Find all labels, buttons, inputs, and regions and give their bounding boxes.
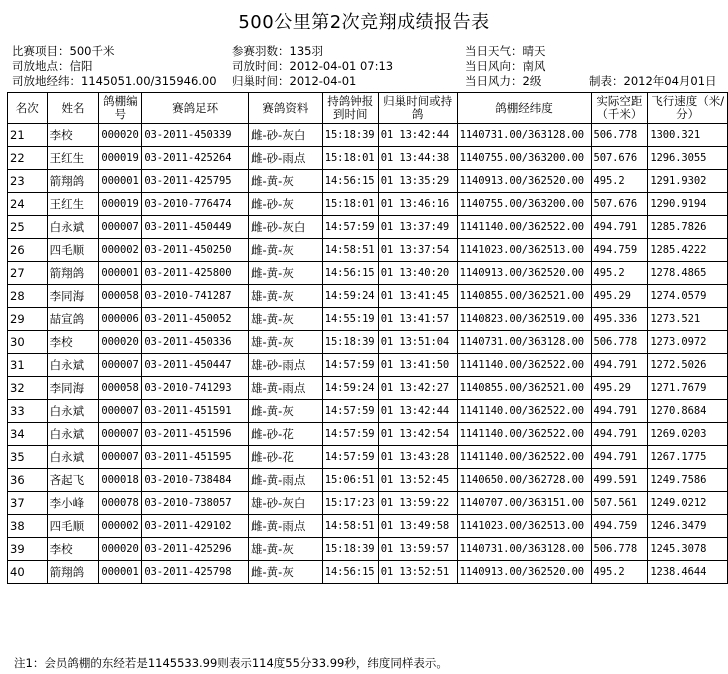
cell-loft-id: 000058 bbox=[99, 377, 142, 400]
table-row bbox=[8, 308, 728, 331]
footnote: 注1：会员鸽棚的东经若是1145533.99则表示114度55分33.99秒，纬度同样表示。 bbox=[14, 656, 448, 670]
wind-force: 当日风力：2级 bbox=[465, 74, 542, 88]
cell-speed: 1249.7586 bbox=[648, 469, 728, 492]
col-name: 姓名 bbox=[47, 93, 99, 124]
cell-pigeon-info: 雌-黄-雨点 bbox=[249, 515, 323, 538]
cell-pigeon-info: 雌-黄-灰 bbox=[249, 170, 323, 193]
cell-rank: 23 bbox=[8, 170, 48, 193]
cell-clock-time: 15:18:39 bbox=[322, 538, 378, 561]
cell-pigeon-info: 雄-黄-灰 bbox=[249, 285, 323, 308]
table-row bbox=[8, 492, 728, 515]
cell-loft-coords: 1140823.00/362519.00 bbox=[457, 308, 591, 331]
table-row bbox=[8, 377, 728, 400]
cell-clock-time: 14:57:59 bbox=[322, 423, 378, 446]
cell-clock-time: 14:58:51 bbox=[322, 239, 378, 262]
cell-clock-time: 14:58:51 bbox=[322, 515, 378, 538]
cell-name: 白永斌 bbox=[47, 354, 99, 377]
cell-name: 王红生 bbox=[47, 147, 99, 170]
cell-speed: 1238.4644 bbox=[648, 561, 728, 584]
col-loft-coords: 鸽棚经纬度 bbox=[457, 93, 591, 124]
cell-rank: 21 bbox=[8, 124, 48, 147]
cell-pigeon-info: 雄-黄-雨点 bbox=[249, 377, 323, 400]
cell-distance: 494.791 bbox=[591, 446, 648, 469]
cell-pigeon-info: 雄-黄-灰 bbox=[249, 331, 323, 354]
cell-distance: 507.676 bbox=[591, 193, 648, 216]
cell-return-time: 01 13:42:27 bbox=[378, 377, 457, 400]
cell-distance: 499.591 bbox=[591, 469, 648, 492]
cell-return-time: 01 13:42:44 bbox=[378, 124, 457, 147]
cell-loft-coords: 1140755.00/363200.00 bbox=[457, 147, 591, 170]
cell-distance: 494.791 bbox=[591, 354, 648, 377]
cell-return-time: 01 13:49:58 bbox=[378, 515, 457, 538]
table-row bbox=[8, 285, 728, 308]
entry-count: 参赛羽数：135羽 bbox=[232, 44, 323, 58]
cell-ring: 03-2011-425264 bbox=[142, 147, 249, 170]
cell-loft-id: 000007 bbox=[99, 423, 142, 446]
cell-distance: 506.778 bbox=[591, 124, 648, 147]
cell-speed: 1291.9302 bbox=[648, 170, 728, 193]
cell-loft-id: 000006 bbox=[99, 308, 142, 331]
table-row bbox=[8, 331, 728, 354]
cell-return-time: 01 13:40:20 bbox=[378, 262, 457, 285]
table-row bbox=[8, 239, 728, 262]
cell-name: 李校 bbox=[47, 331, 99, 354]
cell-return-time: 01 13:41:45 bbox=[378, 285, 457, 308]
cell-distance: 494.791 bbox=[591, 400, 648, 423]
cell-loft-coords: 1140913.00/362520.00 bbox=[457, 262, 591, 285]
cell-speed: 1245.3078 bbox=[648, 538, 728, 561]
cell-return-time: 01 13:52:51 bbox=[378, 561, 457, 584]
cell-distance: 506.778 bbox=[591, 331, 648, 354]
cell-speed: 1285.7826 bbox=[648, 216, 728, 239]
cell-pigeon-info: 雌-黄-灰 bbox=[249, 561, 323, 584]
cell-loft-coords: 1140855.00/362521.00 bbox=[457, 377, 591, 400]
cell-speed: 1278.4865 bbox=[648, 262, 728, 285]
cell-loft-coords: 1140707.00/363151.00 bbox=[457, 492, 591, 515]
cell-pigeon-info: 雌-砂-灰白 bbox=[249, 216, 323, 239]
cell-distance: 495.29 bbox=[591, 285, 648, 308]
cell-clock-time: 15:18:01 bbox=[322, 193, 378, 216]
cell-return-time: 01 13:52:45 bbox=[378, 469, 457, 492]
cell-distance: 495.2 bbox=[591, 561, 648, 584]
cell-loft-id: 000002 bbox=[99, 515, 142, 538]
cell-rank: 37 bbox=[8, 492, 48, 515]
cell-name: 白永斌 bbox=[47, 423, 99, 446]
cell-rank: 38 bbox=[8, 515, 48, 538]
cell-loft-id: 000007 bbox=[99, 446, 142, 469]
cell-clock-time: 14:57:59 bbox=[322, 354, 378, 377]
cell-clock-time: 14:59:24 bbox=[322, 285, 378, 308]
cell-name: 白永斌 bbox=[47, 216, 99, 239]
cell-rank: 28 bbox=[8, 285, 48, 308]
cell-speed: 1285.4222 bbox=[648, 239, 728, 262]
col-distance: 实际空距（千米） bbox=[591, 93, 648, 124]
cell-distance: 494.759 bbox=[591, 515, 648, 538]
cell-speed: 1269.0203 bbox=[648, 423, 728, 446]
cell-ring: 03-2010-741293 bbox=[142, 377, 249, 400]
cell-ring: 03-2011-451595 bbox=[142, 446, 249, 469]
cell-clock-time: 14:56:15 bbox=[322, 170, 378, 193]
cell-speed: 1290.9194 bbox=[648, 193, 728, 216]
cell-ring: 03-2011-450250 bbox=[142, 239, 249, 262]
cell-distance: 494.791 bbox=[591, 216, 648, 239]
col-pigeon-info: 赛鸽资料 bbox=[249, 93, 323, 124]
cell-rank: 22 bbox=[8, 147, 48, 170]
cell-ring: 03-2010-738057 bbox=[142, 492, 249, 515]
cell-loft-coords: 1140650.00/362728.00 bbox=[457, 469, 591, 492]
cell-loft-id: 000001 bbox=[99, 561, 142, 584]
table-header bbox=[8, 93, 728, 124]
table-row bbox=[8, 216, 728, 239]
cell-clock-time: 14:56:15 bbox=[322, 262, 378, 285]
cell-name: 白永斌 bbox=[47, 446, 99, 469]
results-table bbox=[7, 92, 728, 584]
wind-direction: 当日风向：南风 bbox=[465, 59, 546, 73]
table-row bbox=[8, 124, 728, 147]
cell-ring: 03-2011-425798 bbox=[142, 561, 249, 584]
cell-return-time: 01 13:42:44 bbox=[378, 400, 457, 423]
table-row bbox=[8, 354, 728, 377]
cell-ring: 03-2011-451596 bbox=[142, 423, 249, 446]
release-location: 司放地点：信阳 bbox=[12, 59, 93, 73]
cell-loft-id: 000001 bbox=[99, 262, 142, 285]
table-row bbox=[8, 469, 728, 492]
cell-name: 喆宣鸽 bbox=[47, 308, 99, 331]
cell-return-time: 01 13:43:28 bbox=[378, 446, 457, 469]
cell-loft-coords: 1141023.00/362513.00 bbox=[457, 515, 591, 538]
cell-clock-time: 14:57:59 bbox=[322, 216, 378, 239]
cell-return-time: 01 13:51:04 bbox=[378, 331, 457, 354]
cell-loft-coords: 1141140.00/362522.00 bbox=[457, 446, 591, 469]
table-row bbox=[8, 538, 728, 561]
cell-ring: 03-2011-429102 bbox=[142, 515, 249, 538]
cell-return-time: 01 13:41:50 bbox=[378, 354, 457, 377]
report-title: 500公里第2次竞翔成绩报告表 bbox=[238, 12, 490, 33]
cell-ring: 03-2011-450449 bbox=[142, 216, 249, 239]
cell-ring: 03-2010-738484 bbox=[142, 469, 249, 492]
cell-ring: 03-2011-425795 bbox=[142, 170, 249, 193]
cell-distance: 495.2 bbox=[591, 262, 648, 285]
release-coordinates: 司放地经纬：1145051.00/315946.00 bbox=[12, 74, 217, 88]
race-item: 比赛项目：500千米 bbox=[12, 44, 115, 58]
cell-pigeon-info: 雄-黄-灰 bbox=[249, 308, 323, 331]
cell-clock-time: 14:57:59 bbox=[322, 400, 378, 423]
cell-distance: 494.759 bbox=[591, 239, 648, 262]
cell-loft-coords: 1141140.00/362522.00 bbox=[457, 354, 591, 377]
col-loft-id: 鸽棚编号 bbox=[99, 93, 142, 124]
cell-name: 王红生 bbox=[47, 193, 99, 216]
cell-pigeon-info: 雌-砂-雨点 bbox=[249, 147, 323, 170]
cell-distance: 507.676 bbox=[591, 147, 648, 170]
cell-ring: 03-2011-450447 bbox=[142, 354, 249, 377]
cell-ring: 03-2011-450336 bbox=[142, 331, 249, 354]
table-row bbox=[8, 446, 728, 469]
cell-return-time: 01 13:41:57 bbox=[378, 308, 457, 331]
cell-distance: 495.336 bbox=[591, 308, 648, 331]
cell-loft-coords: 1140731.00/363128.00 bbox=[457, 124, 591, 147]
cell-rank: 33 bbox=[8, 400, 48, 423]
cell-loft-id: 000058 bbox=[99, 285, 142, 308]
cell-loft-coords: 1140855.00/362521.00 bbox=[457, 285, 591, 308]
cell-distance: 507.561 bbox=[591, 492, 648, 515]
cell-loft-coords: 1140755.00/363200.00 bbox=[457, 193, 591, 216]
cell-loft-id: 000018 bbox=[99, 469, 142, 492]
cell-loft-id: 000001 bbox=[99, 170, 142, 193]
cell-speed: 1273.521 bbox=[648, 308, 728, 331]
table-row bbox=[8, 400, 728, 423]
cell-name: 箭翔鸽 bbox=[47, 262, 99, 285]
cell-loft-coords: 1141140.00/362522.00 bbox=[457, 423, 591, 446]
cell-return-time: 01 13:37:49 bbox=[378, 216, 457, 239]
cell-pigeon-info: 雄-砂-灰白 bbox=[249, 492, 323, 515]
cell-pigeon-info: 雌-黄-雨点 bbox=[249, 469, 323, 492]
cell-name: 李小峰 bbox=[47, 492, 99, 515]
cell-clock-time: 15:17:23 bbox=[322, 492, 378, 515]
cell-pigeon-info: 雌-黄-灰 bbox=[249, 239, 323, 262]
cell-speed: 1270.8684 bbox=[648, 400, 728, 423]
cell-rank: 25 bbox=[8, 216, 48, 239]
cell-name: 白永斌 bbox=[47, 400, 99, 423]
cell-return-time: 01 13:59:22 bbox=[378, 492, 457, 515]
cell-loft-id: 000007 bbox=[99, 354, 142, 377]
table-row bbox=[8, 262, 728, 285]
cell-loft-id: 000020 bbox=[99, 331, 142, 354]
cell-pigeon-info: 雌-砂-花 bbox=[249, 446, 323, 469]
cell-loft-coords: 1141140.00/362522.00 bbox=[457, 400, 591, 423]
cell-loft-coords: 1140913.00/362520.00 bbox=[457, 561, 591, 584]
cell-speed: 1273.0972 bbox=[648, 331, 728, 354]
cell-rank: 26 bbox=[8, 239, 48, 262]
cell-return-time: 01 13:37:54 bbox=[378, 239, 457, 262]
cell-rank: 27 bbox=[8, 262, 48, 285]
col-rank: 名次 bbox=[8, 93, 48, 124]
cell-rank: 34 bbox=[8, 423, 48, 446]
cell-pigeon-info: 雌-黄-灰 bbox=[249, 400, 323, 423]
cell-rank: 24 bbox=[8, 193, 48, 216]
table-row bbox=[8, 561, 728, 584]
cell-clock-time: 14:57:59 bbox=[322, 446, 378, 469]
cell-pigeon-info: 雌-砂-花 bbox=[249, 423, 323, 446]
cell-rank: 39 bbox=[8, 538, 48, 561]
col-ring: 赛鸽足环 bbox=[142, 93, 249, 124]
cell-loft-id: 000007 bbox=[99, 216, 142, 239]
cell-rank: 40 bbox=[8, 561, 48, 584]
cell-rank: 35 bbox=[8, 446, 48, 469]
table-row bbox=[8, 193, 728, 216]
cell-pigeon-info: 雌-黄-灰 bbox=[249, 262, 323, 285]
cell-name: 箭翔鸽 bbox=[47, 170, 99, 193]
weather: 当日天气：晴天 bbox=[465, 44, 546, 58]
return-date: 归巢时间：2012-04-01 bbox=[232, 74, 357, 88]
cell-speed: 1267.1775 bbox=[648, 446, 728, 469]
cell-speed: 1272.5026 bbox=[648, 354, 728, 377]
table-row bbox=[8, 515, 728, 538]
cell-return-time: 01 13:42:54 bbox=[378, 423, 457, 446]
cell-ring: 03-2011-450052 bbox=[142, 308, 249, 331]
cell-clock-time: 14:56:15 bbox=[322, 561, 378, 584]
cell-pigeon-info: 雄-黄-灰 bbox=[249, 538, 323, 561]
cell-clock-time: 15:18:01 bbox=[322, 147, 378, 170]
cell-ring: 03-2011-451591 bbox=[142, 400, 249, 423]
col-return-time: 归巢时间或持鸽 bbox=[378, 93, 457, 124]
cell-rank: 31 bbox=[8, 354, 48, 377]
cell-loft-id: 000019 bbox=[99, 193, 142, 216]
cell-distance: 494.791 bbox=[591, 423, 648, 446]
cell-name: 四毛顺 bbox=[47, 239, 99, 262]
cell-rank: 32 bbox=[8, 377, 48, 400]
cell-loft-coords: 1140731.00/363128.00 bbox=[457, 538, 591, 561]
cell-name: 四毛顺 bbox=[47, 515, 99, 538]
cell-ring: 03-2010-776474 bbox=[142, 193, 249, 216]
cell-loft-coords: 1140731.00/363128.00 bbox=[457, 331, 591, 354]
cell-speed: 1249.0212 bbox=[648, 492, 728, 515]
cell-clock-time: 15:18:39 bbox=[322, 331, 378, 354]
cell-loft-id: 000020 bbox=[99, 124, 142, 147]
cell-speed: 1300.321 bbox=[648, 124, 728, 147]
table-row bbox=[8, 147, 728, 170]
cell-pigeon-info: 雌-砂-灰白 bbox=[249, 124, 323, 147]
cell-return-time: 01 13:35:29 bbox=[378, 170, 457, 193]
cell-pigeon-info: 雌-砂-灰 bbox=[249, 193, 323, 216]
cell-name: 李校 bbox=[47, 538, 99, 561]
cell-pigeon-info: 雄-砂-雨点 bbox=[249, 354, 323, 377]
cell-distance: 495.29 bbox=[591, 377, 648, 400]
cell-loft-id: 000002 bbox=[99, 239, 142, 262]
cell-distance: 495.2 bbox=[591, 170, 648, 193]
cell-clock-time: 14:59:24 bbox=[322, 377, 378, 400]
cell-loft-coords: 1141140.00/362522.00 bbox=[457, 216, 591, 239]
cell-ring: 03-2011-450339 bbox=[142, 124, 249, 147]
cell-distance: 506.778 bbox=[591, 538, 648, 561]
cell-loft-id: 000078 bbox=[99, 492, 142, 515]
cell-loft-coords: 1140913.00/362520.00 bbox=[457, 170, 591, 193]
race-info bbox=[12, 44, 726, 90]
cell-ring: 03-2011-425296 bbox=[142, 538, 249, 561]
cell-return-time: 01 13:44:38 bbox=[378, 147, 457, 170]
cell-name: 吝起飞 bbox=[47, 469, 99, 492]
cell-speed: 1246.3479 bbox=[648, 515, 728, 538]
cell-rank: 36 bbox=[8, 469, 48, 492]
cell-name: 李校 bbox=[47, 124, 99, 147]
cell-rank: 30 bbox=[8, 331, 48, 354]
cell-loft-id: 000019 bbox=[99, 147, 142, 170]
cell-ring: 03-2011-425800 bbox=[142, 262, 249, 285]
cell-name: 李同海 bbox=[47, 377, 99, 400]
cell-speed: 1296.3055 bbox=[648, 147, 728, 170]
table-row bbox=[8, 423, 728, 446]
col-clock-time: 持鸽钟报到时间 bbox=[322, 93, 378, 124]
cell-clock-time: 15:06:51 bbox=[322, 469, 378, 492]
cell-speed: 1271.7679 bbox=[648, 377, 728, 400]
cell-name: 李同海 bbox=[47, 285, 99, 308]
cell-ring: 03-2010-741287 bbox=[142, 285, 249, 308]
made-date: 制表：2012年04月01日 bbox=[589, 74, 717, 88]
cell-speed: 1274.0579 bbox=[648, 285, 728, 308]
table-row bbox=[8, 170, 728, 193]
release-time: 司放时间：2012-04-01 07:13 bbox=[232, 59, 394, 73]
cell-return-time: 01 13:46:16 bbox=[378, 193, 457, 216]
cell-loft-coords: 1141023.00/362513.00 bbox=[457, 239, 591, 262]
cell-return-time: 01 13:59:57 bbox=[378, 538, 457, 561]
cell-clock-time: 15:18:39 bbox=[322, 124, 378, 147]
cell-loft-id: 000007 bbox=[99, 400, 142, 423]
cell-loft-id: 000020 bbox=[99, 538, 142, 561]
cell-clock-time: 14:55:19 bbox=[322, 308, 378, 331]
cell-name: 箭翔鸽 bbox=[47, 561, 99, 584]
col-speed: 飞行速度（米/分） bbox=[648, 93, 728, 124]
cell-rank: 29 bbox=[8, 308, 48, 331]
